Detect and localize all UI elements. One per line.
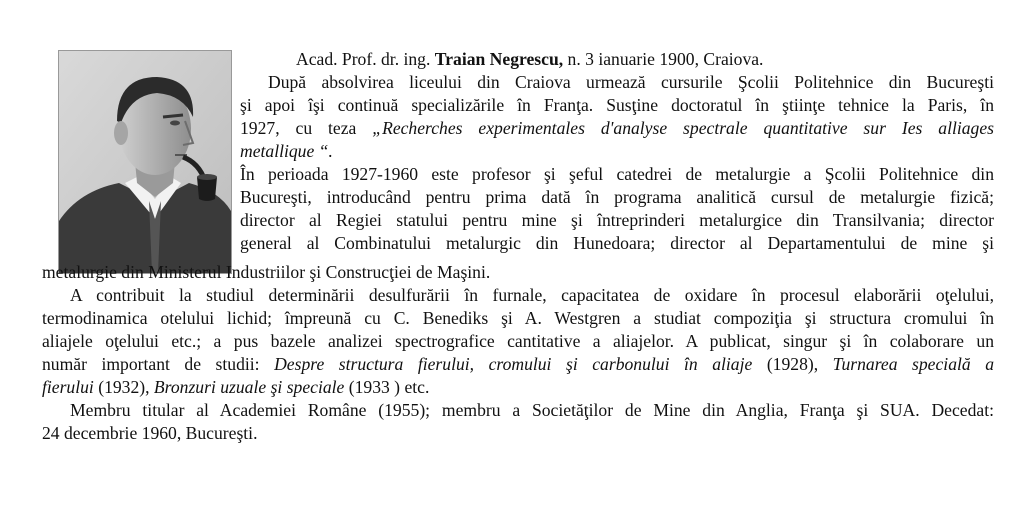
- thesis-title: „Recherches experimentales d'analyse spectrale quantitative sur Ies alliages: [372, 118, 994, 138]
- text-line: [240, 118, 994, 139]
- thesis-title-end: metallique “.: [240, 141, 333, 161]
- work-title: Bronzuri uzuale şi speciale: [153, 377, 345, 397]
- text-line: [42, 377, 994, 398]
- person-name: Traian Negrescu,: [434, 49, 564, 69]
- text-line: Bucureşti, introducând pentru prima dată în programa analitică cursul de metalurgie fizică;: [240, 187, 994, 207]
- text-segment: (1928),: [752, 354, 833, 374]
- work-title: Despre structura fierului, cromului şi carbonului în aliaje: [274, 354, 753, 374]
- text-line: director al Regiei statului pentru mine şi întreprinderi metalurgice din Transilvania; director: [240, 210, 994, 230]
- text-line: [240, 141, 994, 162]
- text-line: general al Combinatului metalurgic din Hunedoara; director al Departamentului de mine şi: [240, 233, 994, 253]
- text-line: termodinamica otelului lichid; împreună cu C. Benediks şi A. Westgren a studiat compoziţia şi structura cromului în: [42, 308, 994, 328]
- text-segment: 1927, cu teza: [240, 118, 373, 138]
- text-line: A contribuit la studiul determinării desulfurării în furnale, capacitatea de oxidare în procesul elaborării oţelului,: [70, 285, 994, 305]
- title-suffix: n. 3 ianuarie 1900, Craiova.: [563, 49, 764, 69]
- portrait-photo: [58, 50, 232, 274]
- portrait-image: [59, 51, 231, 273]
- text-line: În perioada 1927-1960 este profesor şi şeful catedrei de metalurgie a Şcolii Politehnice din: [240, 164, 994, 184]
- text-line: 24 decembrie 1960, Bucureşti.: [42, 423, 258, 443]
- text-segment: (1933 ) etc.: [344, 377, 430, 397]
- text-line: şi apoi îşi continuă specializările în Franţa. Susţine doctoratul în ştiinţe tehnice la Paris, în: [240, 95, 994, 115]
- work-title: fierului: [42, 377, 94, 397]
- text-segment: (1932),: [93, 377, 154, 397]
- header-line: [296, 49, 763, 70]
- work-title: Turnarea specială a: [832, 354, 995, 374]
- text-line: Membru titular al Academiei Române (1955); membru a Societăţilor de Mine din Anglia, Franţa şi SUA. Decedat:: [70, 400, 994, 420]
- text-line: [42, 354, 994, 375]
- text-line: După absolvirea liceului din Craiova urmează cursurile Şcolii Politehnice din Bucureşti: [268, 72, 994, 92]
- text-segment: număr important de studii:: [42, 354, 275, 374]
- text-line: aliajele oţelului etc.; a pus bazele analizei spectrografice cantitative a aliajelor. A publicat, singur şi în colaborare un: [42, 331, 994, 351]
- title-prefix: Acad. Prof. dr. ing.: [296, 49, 435, 69]
- text-line: metalurgie din Ministerul Industriilor şi Construcţiei de Maşini.: [42, 262, 491, 282]
